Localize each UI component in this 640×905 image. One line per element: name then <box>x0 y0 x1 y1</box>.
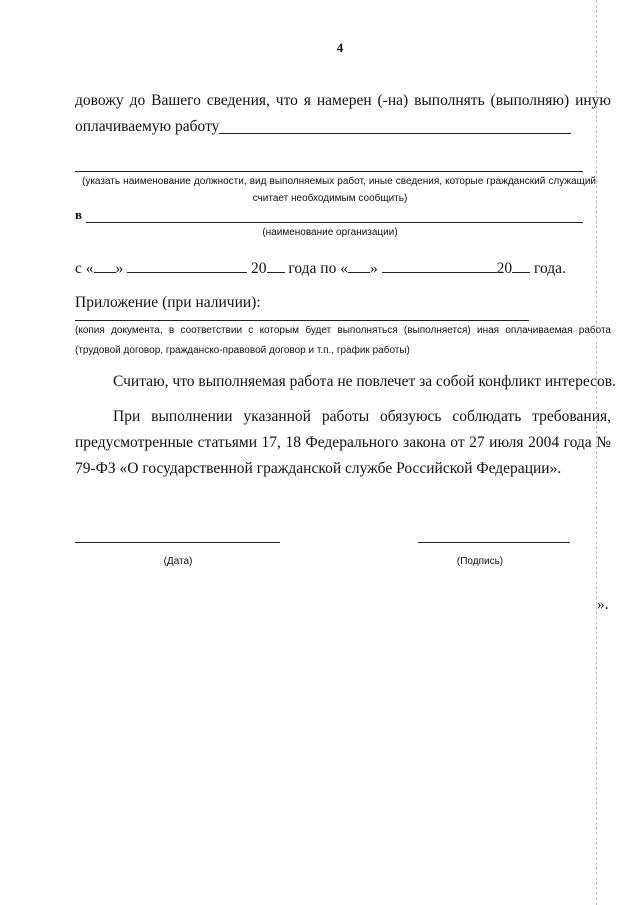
paragraph-intro-line2 <box>75 118 219 136</box>
statement-obligation-line2: предусмотренные статьями 17, 18 Федерального закона от 27 июля 2004 года № <box>75 434 611 451</box>
period-open-quote-2: « <box>340 260 348 277</box>
signature-caption: (Подпись) <box>456 556 504 567</box>
period-to-text: года по <box>288 260 337 277</box>
paragraph-intro-line1: довожу до Вашего сведения, что я намерен (-на) выполнять (выполняю) иную <box>75 92 611 109</box>
date-field[interactable] <box>75 542 280 543</box>
start-day-field[interactable] <box>94 258 116 273</box>
page-number: 4 <box>336 40 344 55</box>
date-caption: (Дата) <box>163 556 193 567</box>
end-day-field[interactable] <box>348 258 370 273</box>
attachment-caption-line2: (трудовой договор, гражданско-правовой договор и т.п., график работы) <box>75 345 410 356</box>
statement-conflict: Считаю, что выполняемая работа не повлечет за собой конфликт интересов. <box>113 373 616 390</box>
start-month-field[interactable] <box>127 258 247 273</box>
attachment-label: Приложение (при наличии): <box>75 294 261 311</box>
end-year-field[interactable] <box>512 258 530 273</box>
organization-field[interactable] <box>86 222 583 223</box>
period-year-prefix-2: 20 <box>496 260 513 277</box>
period-close-quote-1: » <box>115 260 124 277</box>
closing-mark: ». <box>597 596 609 613</box>
position-field[interactable] <box>75 171 583 172</box>
period-open-quote-1: « <box>85 260 94 277</box>
end-month-field[interactable] <box>382 258 497 273</box>
organization-caption: (наименование организации) <box>262 227 398 238</box>
period-year-prefix-1: 20 <box>251 260 267 277</box>
start-year-field[interactable] <box>267 258 285 273</box>
statement-obligation-line1: При выполнении указанной работы обязуюсь соблюдать требования, <box>113 408 611 425</box>
attachment-caption-line1: (копия документа, в соответствии с которым будет выполняться (выполняется) иная оплачиваемая работа <box>75 325 611 336</box>
page-margin-line <box>596 0 597 905</box>
signature-field[interactable] <box>418 542 570 543</box>
attachment-field[interactable] <box>75 320 529 321</box>
paid-work-label: оплачиваемую работу <box>75 118 220 135</box>
period-end-text: года. <box>533 260 566 277</box>
paid-work-field[interactable] <box>219 133 571 134</box>
period-from-prefix: с <box>75 260 82 277</box>
period-close-quote-2: » <box>369 260 378 277</box>
statement-obligation-line3: 79-ФЗ «О государственной гражданской службе Российской Федерации». <box>75 460 562 477</box>
period-line <box>75 258 566 278</box>
organization-prefix: в <box>75 207 83 222</box>
position-caption-line1: (указать наименование должности, вид выполняемых работ, иные сведения, которые гражданский служащий <box>82 176 596 187</box>
position-caption-line2: считает необходимым сообщить) <box>252 193 408 204</box>
